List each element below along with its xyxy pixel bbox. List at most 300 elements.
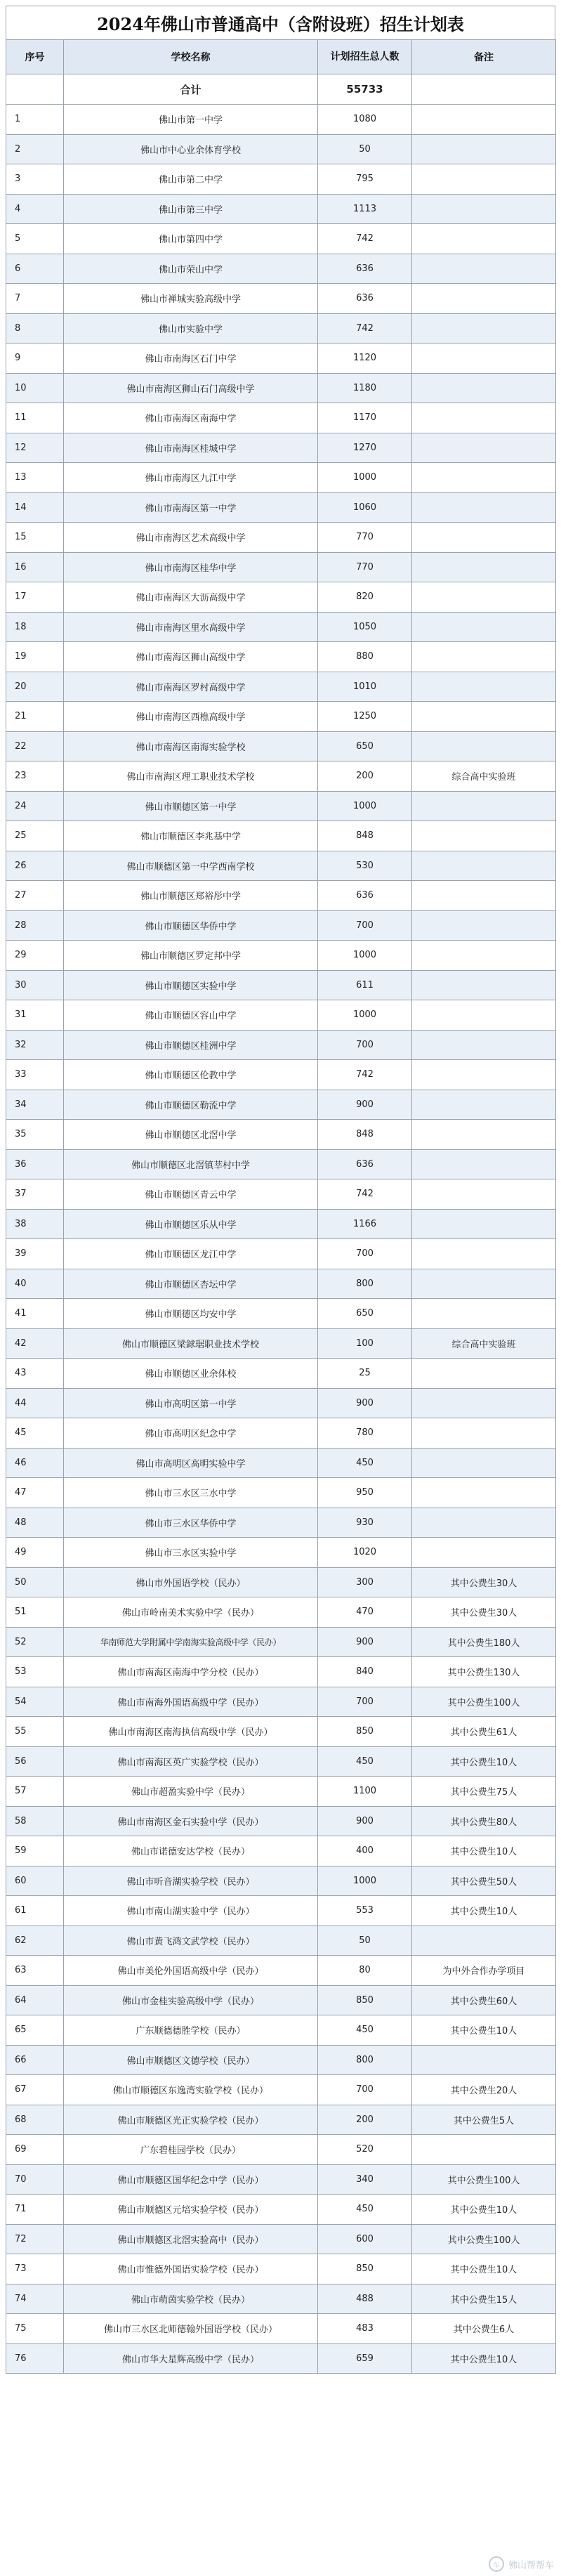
cell-note: [412, 612, 556, 642]
cell-plan-total: 742: [318, 1179, 412, 1210]
cell-note: [412, 582, 556, 613]
table-row: [6, 164, 556, 195]
cell-note: 为中外合作办学项目: [412, 1956, 556, 1986]
cell-note: [412, 2135, 556, 2165]
cell-note: [412, 1209, 556, 1239]
cell-plan-total: 900: [318, 1806, 412, 1836]
cell-plan-total: 1000: [318, 1000, 412, 1031]
table-row: [6, 1359, 556, 1389]
cell-no: 53: [6, 1657, 64, 1687]
cell-school-name: 佛山市南海区桂华中学: [64, 552, 318, 582]
cell-note: [412, 791, 556, 821]
watermark: [489, 2556, 554, 2572]
cell-note: 其中公费生10人: [412, 2343, 556, 2374]
header-plan-total: 计划招生总人数: [318, 40, 412, 74]
cell-school-name: 佛山市南海区南海执信高级中学（民办）: [64, 1717, 318, 1747]
cell-plan-total: 900: [318, 1388, 412, 1418]
cell-no: 24: [6, 791, 64, 821]
cell-note: [412, 1388, 556, 1418]
cell-plan-total: 659: [318, 2343, 412, 2374]
cell-plan-total: 700: [318, 1687, 412, 1717]
cell-school-name: 佛山市萌茵实验学校（民办）: [64, 2284, 318, 2314]
cell-plan-total: 850: [318, 2254, 412, 2284]
cell-plan-total: 930: [318, 1508, 412, 1538]
cell-note: [412, 433, 556, 463]
cell-no: 52: [6, 1627, 64, 1657]
cell-note: [412, 194, 556, 224]
cell-note: 其中公费生130人: [412, 1657, 556, 1687]
cell-no: 59: [6, 1836, 64, 1866]
table-row: [6, 134, 556, 164]
cell-school-name: 佛山市顺德区北滘中学: [64, 1120, 318, 1150]
cell-no: 40: [6, 1269, 64, 1299]
cell-note: 其中公费生30人: [412, 1567, 556, 1597]
cell-note: [412, 463, 556, 493]
cell-school-name: 佛山市南海区理工职业技术学校: [64, 761, 318, 792]
cell-plan-total: 1000: [318, 791, 412, 821]
cell-note: 其中公费生50人: [412, 1866, 556, 1896]
cell-no: 37: [6, 1179, 64, 1210]
cell-school-name: 佛山市顺德区桂洲中学: [64, 1030, 318, 1060]
cell-no: 34: [6, 1090, 64, 1120]
cell-no: 45: [6, 1418, 64, 1449]
cell-no: 35: [6, 1120, 64, 1150]
table-row: [6, 1985, 556, 2015]
cell-school-name: 佛山市外国语学校（民办）: [64, 1567, 318, 1597]
table-row: [6, 1209, 556, 1239]
cell-no: 28: [6, 910, 64, 941]
cell-note: 其中公费生80人: [412, 1806, 556, 1836]
cell-plan-total: 1050: [318, 612, 412, 642]
cell-plan-total: 50: [318, 134, 412, 164]
total-value: 55733: [318, 74, 412, 105]
cell-school-name: 佛山市第三中学: [64, 194, 318, 224]
cell-school-name: 佛山市南海区艺术高级中学: [64, 523, 318, 553]
cell-note: [412, 1448, 556, 1478]
cell-no: 68: [6, 2105, 64, 2135]
cell-note: [412, 1359, 556, 1389]
cell-plan-total: 636: [318, 1149, 412, 1179]
table-row: [6, 433, 556, 463]
cell-school-name: 佛山市南海外国语高级中学（民办）: [64, 1687, 318, 1717]
cell-note: 综合高中实验班: [412, 761, 556, 792]
table-row: [6, 194, 556, 224]
table-row: [6, 1956, 556, 1986]
cell-note: [412, 910, 556, 941]
table-row: [6, 1478, 556, 1508]
cell-no: 41: [6, 1299, 64, 1329]
cell-no: 47: [6, 1478, 64, 1508]
table-row: [6, 582, 556, 613]
cell-plan-total: 488: [318, 2284, 412, 2314]
cell-school-name: 佛山市顺德区业余体校: [64, 1359, 318, 1389]
cell-school-name: 佛山市三水区华侨中学: [64, 1508, 318, 1538]
cell-plan-total: 700: [318, 2075, 412, 2105]
cell-plan-total: 450: [318, 2015, 412, 2046]
cell-no: 21: [6, 702, 64, 732]
cell-plan-total: 1010: [318, 672, 412, 702]
cell-note: 其中公费生6人: [412, 2314, 556, 2344]
table-row: [6, 1000, 556, 1031]
cell-plan-total: 25: [318, 1359, 412, 1389]
cell-plan-total: 530: [318, 851, 412, 881]
cell-no: 42: [6, 1328, 64, 1359]
cell-school-name: 佛山市美伦外国语高级中学（民办）: [64, 1956, 318, 1986]
table-row: [6, 2164, 556, 2195]
cell-school-name: 佛山市南海区狮山石门高级中学: [64, 373, 318, 403]
cell-school-name: 佛山市黄飞鸿文武学校（民办）: [64, 1926, 318, 1956]
cell-school-name: 佛山市顺德区均安中学: [64, 1299, 318, 1329]
cell-note: [412, 1090, 556, 1120]
cell-school-name: 佛山市高明区高明实验中学: [64, 1448, 318, 1478]
cell-note: [412, 1299, 556, 1329]
cell-note: 其中公费生100人: [412, 1687, 556, 1717]
cell-school-name: 佛山市三水区北师德翰外国语学校（民办）: [64, 2314, 318, 2344]
table-row: [6, 1299, 556, 1329]
cell-school-name: 佛山市第一中学: [64, 105, 318, 135]
cell-note: [412, 642, 556, 672]
cell-note: 其中公费生10人: [412, 2254, 556, 2284]
cell-no: 46: [6, 1448, 64, 1478]
cell-no: 6: [6, 254, 64, 284]
cell-no: 5: [6, 224, 64, 254]
cell-plan-total: 650: [318, 731, 412, 761]
cell-note: [412, 1239, 556, 1269]
cell-school-name: 佛山市顺德区勒流中学: [64, 1090, 318, 1120]
cell-note: [412, 1926, 556, 1956]
cell-no: 51: [6, 1597, 64, 1628]
cell-no: 29: [6, 941, 64, 971]
cell-no: 50: [6, 1567, 64, 1597]
cell-no: 43: [6, 1359, 64, 1389]
cell-plan-total: 1120: [318, 344, 412, 374]
cell-note: [412, 313, 556, 344]
cell-no: 36: [6, 1149, 64, 1179]
cell-school-name: 佛山市南海区狮山高级中学: [64, 642, 318, 672]
cell-note: [412, 1418, 556, 1449]
table-row: [6, 2135, 556, 2165]
cell-no: 17: [6, 582, 64, 613]
cell-note: [412, 344, 556, 374]
cell-note: 其中公费生61人: [412, 1717, 556, 1747]
cell-note: [412, 224, 556, 254]
cell-no: 7: [6, 284, 64, 314]
cell-school-name: 佛山市顺德区李兆基中学: [64, 821, 318, 851]
cell-plan-total: 770: [318, 552, 412, 582]
cell-no: 9: [6, 344, 64, 374]
cell-note: 其中公费生5人: [412, 2105, 556, 2135]
table-row: [6, 2343, 556, 2374]
cell-note: [412, 552, 556, 582]
cell-note: [412, 1538, 556, 1568]
cell-school-name: 佛山市南山湖实验中学（民办）: [64, 1896, 318, 1926]
table-row: [6, 224, 556, 254]
cell-school-name: 佛山市荣山中学: [64, 254, 318, 284]
cell-no: 15: [6, 523, 64, 553]
page-title: 2024年佛山市普通高中（含附设班）招生计划表: [6, 6, 555, 39]
cell-note: 其中公费生10人: [412, 1896, 556, 1926]
table-row: [6, 1687, 556, 1717]
cell-school-name: 佛山市顺德区杏坛中学: [64, 1269, 318, 1299]
cell-no: 70: [6, 2164, 64, 2195]
cell-no: 62: [6, 1926, 64, 1956]
cell-plan-total: 850: [318, 1985, 412, 2015]
cell-plan-total: 900: [318, 1090, 412, 1120]
cell-plan-total: 450: [318, 2195, 412, 2225]
cell-plan-total: 1000: [318, 941, 412, 971]
table-row: [6, 642, 556, 672]
cell-note: [412, 672, 556, 702]
table-row: [6, 731, 556, 761]
cell-no: 19: [6, 642, 64, 672]
cell-note: 其中公费生75人: [412, 1777, 556, 1807]
cell-note: [412, 164, 556, 195]
cell-school-name: 华南师范大学附属中学南海实验高级中学（民办）: [64, 1627, 318, 1657]
cell-school-name: 佛山市顺德区元培实验学校（民办）: [64, 2195, 318, 2225]
cell-note: 其中公费生60人: [412, 1985, 556, 2015]
cell-note: [412, 851, 556, 881]
cell-note: [412, 821, 556, 851]
cell-plan-total: 636: [318, 254, 412, 284]
cell-plan-total: 840: [318, 1657, 412, 1687]
cell-note: [412, 731, 556, 761]
cell-school-name: 佛山市高明区第一中学: [64, 1388, 318, 1418]
cell-plan-total: 636: [318, 881, 412, 911]
cell-school-name: 佛山市顺德区北滘镇莘村中学: [64, 1149, 318, 1179]
cell-school-name: 佛山市顺德区乐从中学: [64, 1209, 318, 1239]
table-row: [6, 105, 556, 135]
cell-school-name: 佛山市南海区大沥高级中学: [64, 582, 318, 613]
table-row: [6, 1597, 556, 1628]
cell-note: [412, 702, 556, 732]
cell-no: 11: [6, 403, 64, 433]
table-row: [6, 1418, 556, 1449]
cell-school-name: 佛山市超盈实验中学（民办）: [64, 1777, 318, 1807]
cell-no: 73: [6, 2254, 64, 2284]
cell-no: 25: [6, 821, 64, 851]
cell-plan-total: 700: [318, 1030, 412, 1060]
cell-school-name: 佛山市惟德外国语实验学校（民办）: [64, 2254, 318, 2284]
table-row: [6, 2284, 556, 2314]
table-row: [6, 1717, 556, 1747]
cell-school-name: 佛山市第四中学: [64, 224, 318, 254]
cell-plan-total: 450: [318, 1448, 412, 1478]
cell-no: 18: [6, 612, 64, 642]
cell-no: 16: [6, 552, 64, 582]
cell-note: [412, 1149, 556, 1179]
table-row: [6, 851, 556, 881]
cell-plan-total: 900: [318, 1627, 412, 1657]
cell-note: 其中公费生10人: [412, 1746, 556, 1777]
table-row: [6, 2314, 556, 2344]
total-row: [6, 74, 556, 105]
cell-plan-total: 880: [318, 642, 412, 672]
table-row: [6, 941, 556, 971]
table-row: [6, 2105, 556, 2135]
table-row: [6, 1746, 556, 1777]
cell-plan-total: 1080: [318, 105, 412, 135]
cell-school-name: 佛山市华大星辉高级中学（民办）: [64, 2343, 318, 2374]
cell-no: 49: [6, 1538, 64, 1568]
cell-no: 4: [6, 194, 64, 224]
cell-plan-total: 742: [318, 224, 412, 254]
cell-no: 57: [6, 1777, 64, 1807]
cell-school-name: 佛山市听音湖实验学校（民办）: [64, 1866, 318, 1896]
table-row: [6, 791, 556, 821]
cell-no: 33: [6, 1060, 64, 1090]
cell-school-name: 佛山市南海区九江中学: [64, 463, 318, 493]
cell-no: 20: [6, 672, 64, 702]
cell-note: [412, 2045, 556, 2075]
cell-plan-total: 200: [318, 2105, 412, 2135]
cell-school-name: 佛山市南海区里水高级中学: [64, 612, 318, 642]
table-row: [6, 1567, 556, 1597]
table-row: [6, 821, 556, 851]
cell-no: 63: [6, 1956, 64, 1986]
cell-school-name: 佛山市顺德区龙江中学: [64, 1239, 318, 1269]
cell-plan-total: 700: [318, 1239, 412, 1269]
cell-school-name: 佛山市顺德区实验中学: [64, 970, 318, 1000]
cell-school-name: 佛山市顺德区郑裕彤中学: [64, 881, 318, 911]
cell-note: [412, 1030, 556, 1060]
cell-no: 65: [6, 2015, 64, 2046]
table-row: [6, 1239, 556, 1269]
cell-note: 其中公费生10人: [412, 2015, 556, 2046]
cell-school-name: 佛山市第二中学: [64, 164, 318, 195]
cell-school-name: 佛山市中心业余体育学校: [64, 134, 318, 164]
cell-note: 其中公费生10人: [412, 1836, 556, 1866]
cell-plan-total: 950: [318, 1478, 412, 1508]
table-row: [6, 1120, 556, 1150]
cell-no: 3: [6, 164, 64, 195]
cell-no: 61: [6, 1896, 64, 1926]
cell-note: [412, 941, 556, 971]
cell-no: 74: [6, 2284, 64, 2314]
table-row: [6, 463, 556, 493]
cell-no: 39: [6, 1239, 64, 1269]
cell-note: [412, 1269, 556, 1299]
table-row: [6, 492, 556, 523]
table-row: [6, 373, 556, 403]
table-row: [6, 1388, 556, 1418]
cell-plan-total: 80: [318, 1956, 412, 1986]
cell-no: 56: [6, 1746, 64, 1777]
table-row: [6, 1149, 556, 1179]
cell-note: [412, 105, 556, 135]
table-row: [6, 1179, 556, 1210]
table-row: [6, 1896, 556, 1926]
cell-note: 综合高中实验班: [412, 1328, 556, 1359]
cell-plan-total: 650: [318, 1299, 412, 1329]
table-row: [6, 344, 556, 374]
cell-plan-total: 780: [318, 1418, 412, 1449]
table-row: [6, 552, 556, 582]
cell-school-name: 佛山市顺德区文德学校（民办）: [64, 2045, 318, 2075]
table-row: [6, 523, 556, 553]
cell-note: 其中公费生180人: [412, 1627, 556, 1657]
cell-no: 58: [6, 1806, 64, 1836]
cell-plan-total: 700: [318, 910, 412, 941]
cell-no: 8: [6, 313, 64, 344]
cell-plan-total: 1270: [318, 433, 412, 463]
cell-plan-total: 483: [318, 2314, 412, 2344]
cell-plan-total: 820: [318, 582, 412, 613]
cell-plan-total: 1000: [318, 1866, 412, 1896]
cell-note: [412, 1120, 556, 1150]
cell-no: 12: [6, 433, 64, 463]
cell-no: 30: [6, 970, 64, 1000]
enrollment-table: [6, 39, 556, 2374]
cell-school-name: 佛山市诺德安达学校（民办）: [64, 1836, 318, 1866]
cell-note: 其中公费生15人: [412, 2284, 556, 2314]
cell-school-name: 佛山市南海区南海实验学校: [64, 731, 318, 761]
cell-school-name: 佛山市南海区罗村高级中学: [64, 672, 318, 702]
table-row: [6, 1926, 556, 1956]
cell-no: 14: [6, 492, 64, 523]
table-row: [6, 1627, 556, 1657]
cell-plan-total: 600: [318, 2224, 412, 2254]
cell-school-name: 佛山市高明区纪念中学: [64, 1418, 318, 1449]
cell-no: 27: [6, 881, 64, 911]
cell-school-name: 佛山市岭南美术实验中学（民办）: [64, 1597, 318, 1628]
cell-school-name: 佛山市顺德区华侨中学: [64, 910, 318, 941]
cell-no: 69: [6, 2135, 64, 2165]
cell-no: 67: [6, 2075, 64, 2105]
table-row: [6, 1866, 556, 1896]
cell-note: 其中公费生20人: [412, 2075, 556, 2105]
cell-school-name: 广东碧桂园学校（民办）: [64, 2135, 318, 2165]
cell-school-name: 广东顺德德胜学校（民办）: [64, 2015, 318, 2046]
table-row: [6, 1448, 556, 1478]
cell-plan-total: 470: [318, 1597, 412, 1628]
table-row: [6, 672, 556, 702]
cell-plan-total: 848: [318, 1120, 412, 1150]
table-row: [6, 910, 556, 941]
cell-school-name: 佛山市顺德区梁銶琚职业技术学校: [64, 1328, 318, 1359]
cell-school-name: 佛山市顺德区伦教中学: [64, 1060, 318, 1090]
cell-school-name: 佛山市实验中学: [64, 313, 318, 344]
cell-plan-total: 611: [318, 970, 412, 1000]
cell-plan-total: 800: [318, 2045, 412, 2075]
cell-note: [412, 492, 556, 523]
cell-school-name: 佛山市顺德区北滘实验高中（民办）: [64, 2224, 318, 2254]
table-row: [6, 284, 556, 314]
cell-school-name: 佛山市顺德区容山中学: [64, 1000, 318, 1031]
cell-no: 64: [6, 1985, 64, 2015]
cell-no: 55: [6, 1717, 64, 1747]
cell-plan-total: 636: [318, 284, 412, 314]
cell-no: 22: [6, 731, 64, 761]
cell-note: 其中公费生30人: [412, 1597, 556, 1628]
table-header-row: [6, 40, 556, 74]
cell-note: [412, 1000, 556, 1031]
cell-school-name: 佛山市顺德区光正实验学校（民办）: [64, 2105, 318, 2135]
cell-plan-total: 1113: [318, 194, 412, 224]
cell-school-name: 佛山市三水区三水中学: [64, 1478, 318, 1508]
cell-plan-total: 1180: [318, 373, 412, 403]
cell-note: [412, 1478, 556, 1508]
watermark-logo-icon: 车: [489, 2556, 504, 2572]
table-row: [6, 1269, 556, 1299]
cell-school-name: 佛山市顺德区第一中学: [64, 791, 318, 821]
cell-plan-total: 848: [318, 821, 412, 851]
cell-no: 32: [6, 1030, 64, 1060]
cell-no: 72: [6, 2224, 64, 2254]
table-row: [6, 970, 556, 1000]
cell-plan-total: 795: [318, 164, 412, 195]
total-no: [6, 74, 64, 105]
cell-note: [412, 254, 556, 284]
